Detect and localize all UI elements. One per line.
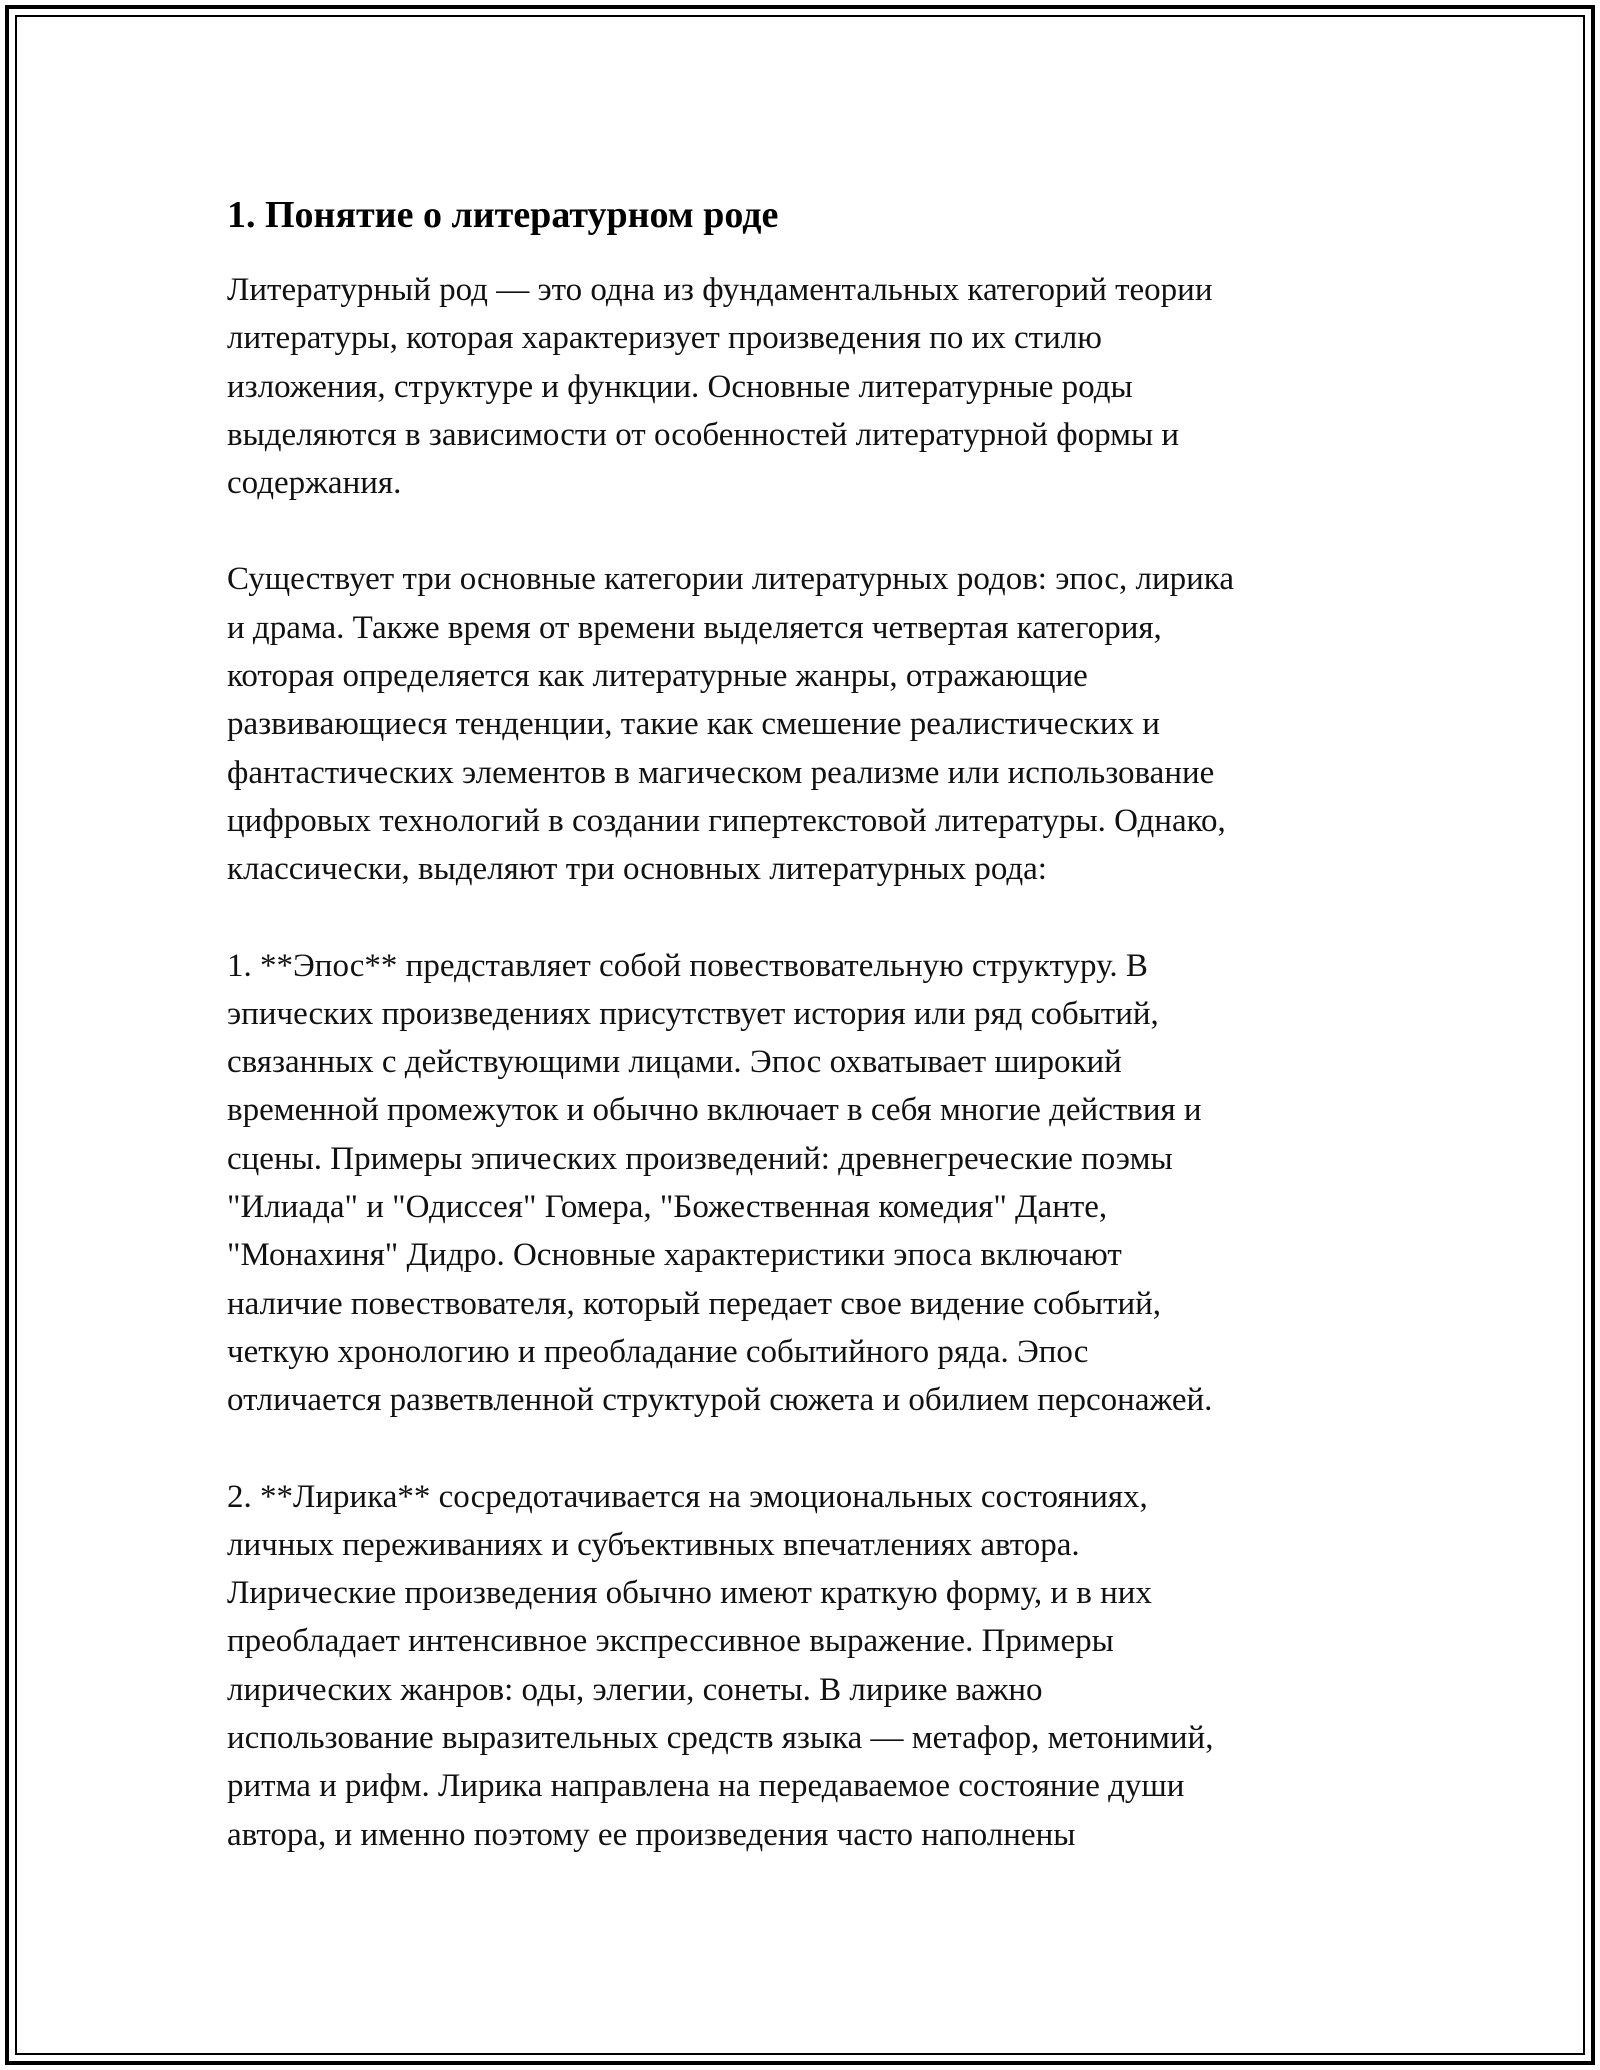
text-line: эпических произведениях присутствует история или ряд событий, bbox=[227, 995, 1159, 1032]
text-line: выделяются в зависимости от особенностей литературной формы и bbox=[227, 416, 1180, 453]
text-line: отличается разветвленной структурой сюжета и обилием персонажей. bbox=[227, 1382, 1213, 1419]
text-line: связанных с действующими лицами. Эпос охватывает широкий bbox=[227, 1044, 1122, 1081]
text-line: изложения, структуре и функции. Основные литературные роды bbox=[227, 368, 1133, 405]
text-line: наличие повествователя, который передает свое видение событий, bbox=[227, 1285, 1162, 1322]
text-line: Литературный род — это одна из фундаментальных категорий теории bbox=[227, 272, 1213, 308]
section-heading: 1. Понятие о литературном роде bbox=[227, 194, 779, 236]
paragraph-definition bbox=[227, 266, 1367, 507]
text-line: развивающиеся тенденции, такие как смешение реалистических и bbox=[227, 706, 1160, 743]
text-line: классически, выделяют три основных литературных рода: bbox=[227, 851, 1047, 888]
text-line: литературы, которая характеризует произведения по их стилю bbox=[227, 320, 1102, 357]
text-line: временной промежуток и обычно включает в себя многие действия и bbox=[227, 1092, 1202, 1129]
document-body bbox=[227, 180, 1367, 1907]
text-line: четкую хронологию и преобладание событийного ряда. Эпос bbox=[227, 1333, 1089, 1370]
text-line: Существует три основные категории литературных родов: эпос, лирика bbox=[227, 561, 1234, 598]
paragraph-epos bbox=[227, 942, 1367, 1425]
text-line: использование выразительных средств языка — метафор, метонимий, bbox=[227, 1720, 1214, 1757]
text-line: "Илиада" и "Одиссея" Гомера, "Божественная комедия" Данте, bbox=[227, 1189, 1108, 1226]
text-line: которая определяется как литературные жанры, отражающие bbox=[227, 658, 1088, 695]
text-line: преобладает интенсивное экспрессивное выражение. Примеры bbox=[227, 1623, 1114, 1660]
text-line: цифровых технологий в создании гипертекстовой литературы. Однако, bbox=[227, 802, 1226, 839]
text-line: сцены. Примеры эпических произведений: древнегреческие поэмы bbox=[227, 1140, 1173, 1177]
text-line: и драма. Также время от времени выделяется четвертая категория, bbox=[227, 609, 1162, 646]
text-line: "Монахиня" Дидро. Основные характеристики эпоса включают bbox=[227, 1237, 1122, 1274]
paragraph-categories bbox=[227, 555, 1367, 893]
paragraph-lyrics bbox=[227, 1473, 1367, 1859]
text-line: фантастических элементов в магическом реализме или использование bbox=[227, 754, 1215, 791]
text-line: автора, и именно поэтому ее произведения часто наполнены bbox=[227, 1816, 1076, 1853]
text-line: личных переживаниях и субъективных впечатлениях автора. bbox=[227, 1526, 1080, 1563]
text-line: ритма и рифм. Лирика направлена на передаваемое состояние души bbox=[227, 1768, 1185, 1805]
text-line: лирических жанров: оды, элегии, сонеты. В лирике важно bbox=[227, 1671, 1043, 1708]
text-line: содержания. bbox=[227, 465, 402, 502]
text-line: 2. **Лирика** сосредотачивается на эмоциональных состояниях, bbox=[227, 1478, 1148, 1515]
text-line: 1. **Эпос** представляет собой повествовательную структуру. В bbox=[227, 947, 1148, 984]
text-line: Лирические произведения обычно имеют краткую форму, и в них bbox=[227, 1575, 1152, 1612]
